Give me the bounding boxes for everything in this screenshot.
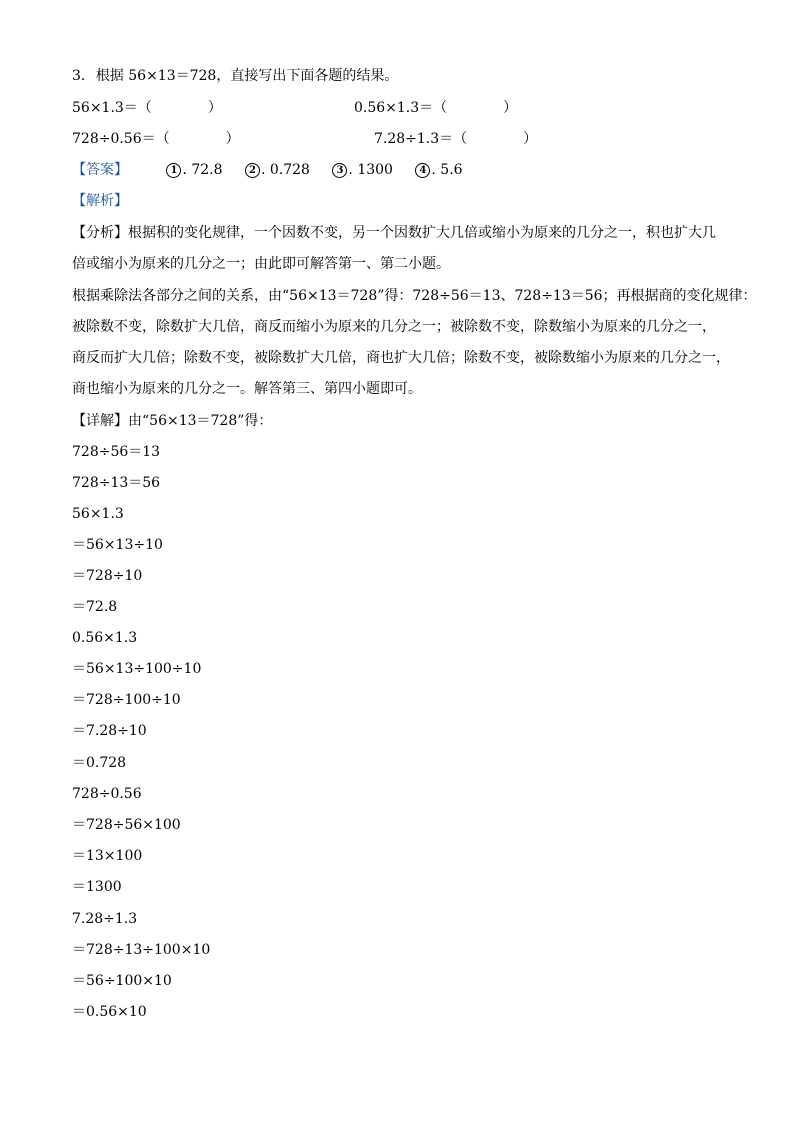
fenxi-line-1: 【分析】根据积的变化规律，一个因数不变，另一个因数扩大几倍或缩小为原来的几分之一，积也扩大几 — [72, 225, 716, 241]
answer-list — [166, 160, 480, 180]
question-number: 3. — [72, 68, 86, 84]
answer-line — [72, 160, 481, 180]
circled-number-2: 2 — [245, 163, 260, 178]
answer-item-1: 1 . 72.8 — [166, 160, 222, 180]
step-line: 728÷56＝13 — [72, 444, 161, 460]
step-line: ＝72.8 — [72, 599, 118, 615]
step-line: 56×1.3 — [72, 506, 124, 522]
circled-number-1: 1 — [166, 163, 181, 178]
step-line: ＝728÷13÷100×10 — [72, 942, 211, 958]
para-line-3: 商反而扩大几倍；除数不变，被除数扩大几倍，商也扩大几倍；除数不变，被除数缩小为原来的几分之一， — [72, 350, 730, 366]
detail-tag: 【详解】 — [72, 413, 128, 429]
question-item-2: 0.56×1.3＝（ ） — [354, 100, 518, 116]
question-prompt: 根据 56×13＝728，直接写出下面各题的结果。 — [95, 68, 399, 84]
detail-line: 【详解】由“56×13＝728”得： — [72, 413, 273, 429]
para-line-2: 被除数不变，除数扩大几倍，商反而缩小为原来的几分之一；被除数不变，除数缩小为原来的几分之一， — [72, 319, 716, 335]
question-item-3: 728÷0.56＝（ ） — [72, 131, 240, 147]
answer-item-3: 3 . 1300 — [332, 160, 393, 180]
step-line: ＝0.728 — [72, 755, 127, 771]
step-line: ＝56÷100×10 — [72, 973, 172, 989]
step-line: ＝56×13÷100÷10 — [72, 661, 202, 677]
answer-tag: 【答案】 — [72, 162, 128, 178]
step-line: ＝0.56×10 — [72, 1004, 147, 1020]
question-item-4: 7.28÷1.3＝（ ） — [374, 131, 538, 147]
step-line: ＝7.28÷10 — [72, 723, 147, 739]
step-line: ＝13×100 — [72, 848, 143, 864]
step-line: ＝728÷100÷10 — [72, 692, 181, 708]
step-line: ＝728÷56×100 — [72, 817, 181, 833]
para-line-4: 商也缩小为原来的几分之一。解答第三、第四小题即可。 — [72, 381, 422, 397]
analysis-tag-line — [72, 191, 128, 211]
step-line: ＝56×13÷10 — [72, 537, 163, 553]
step-line: 0.56×1.3 — [72, 630, 138, 646]
fenxi-tag: 【分析】 — [72, 225, 128, 241]
para-line-1: 根据乘除法各部分之间的关系，由“56×13＝728”得：728÷56＝13、728÷13＝56；再根据商的变化规律： — [72, 288, 757, 304]
question-items-row-1 — [72, 98, 222, 118]
answer-item-2: 2 . 0.728 — [245, 160, 310, 180]
circled-number-3: 3 — [332, 163, 347, 178]
step-line: 7.28÷1.3 — [72, 911, 138, 927]
question-item-1: 56×1.3＝（ ） — [72, 100, 222, 116]
circled-number-4: 4 — [415, 163, 430, 178]
fenxi-line-2: 倍或缩小为原来的几分之一；由此即可解答第一、第二小题。 — [72, 256, 450, 272]
question-prompt-line — [72, 66, 398, 86]
answer-item-4: 4 . 5.6 — [415, 160, 462, 180]
step-line: ＝1300 — [72, 879, 122, 895]
analysis-tag: 【解析】 — [72, 193, 128, 209]
step-line: ＝728÷10 — [72, 568, 143, 584]
step-line: 728÷13＝56 — [72, 475, 161, 491]
step-line: 728÷0.56 — [72, 786, 142, 802]
